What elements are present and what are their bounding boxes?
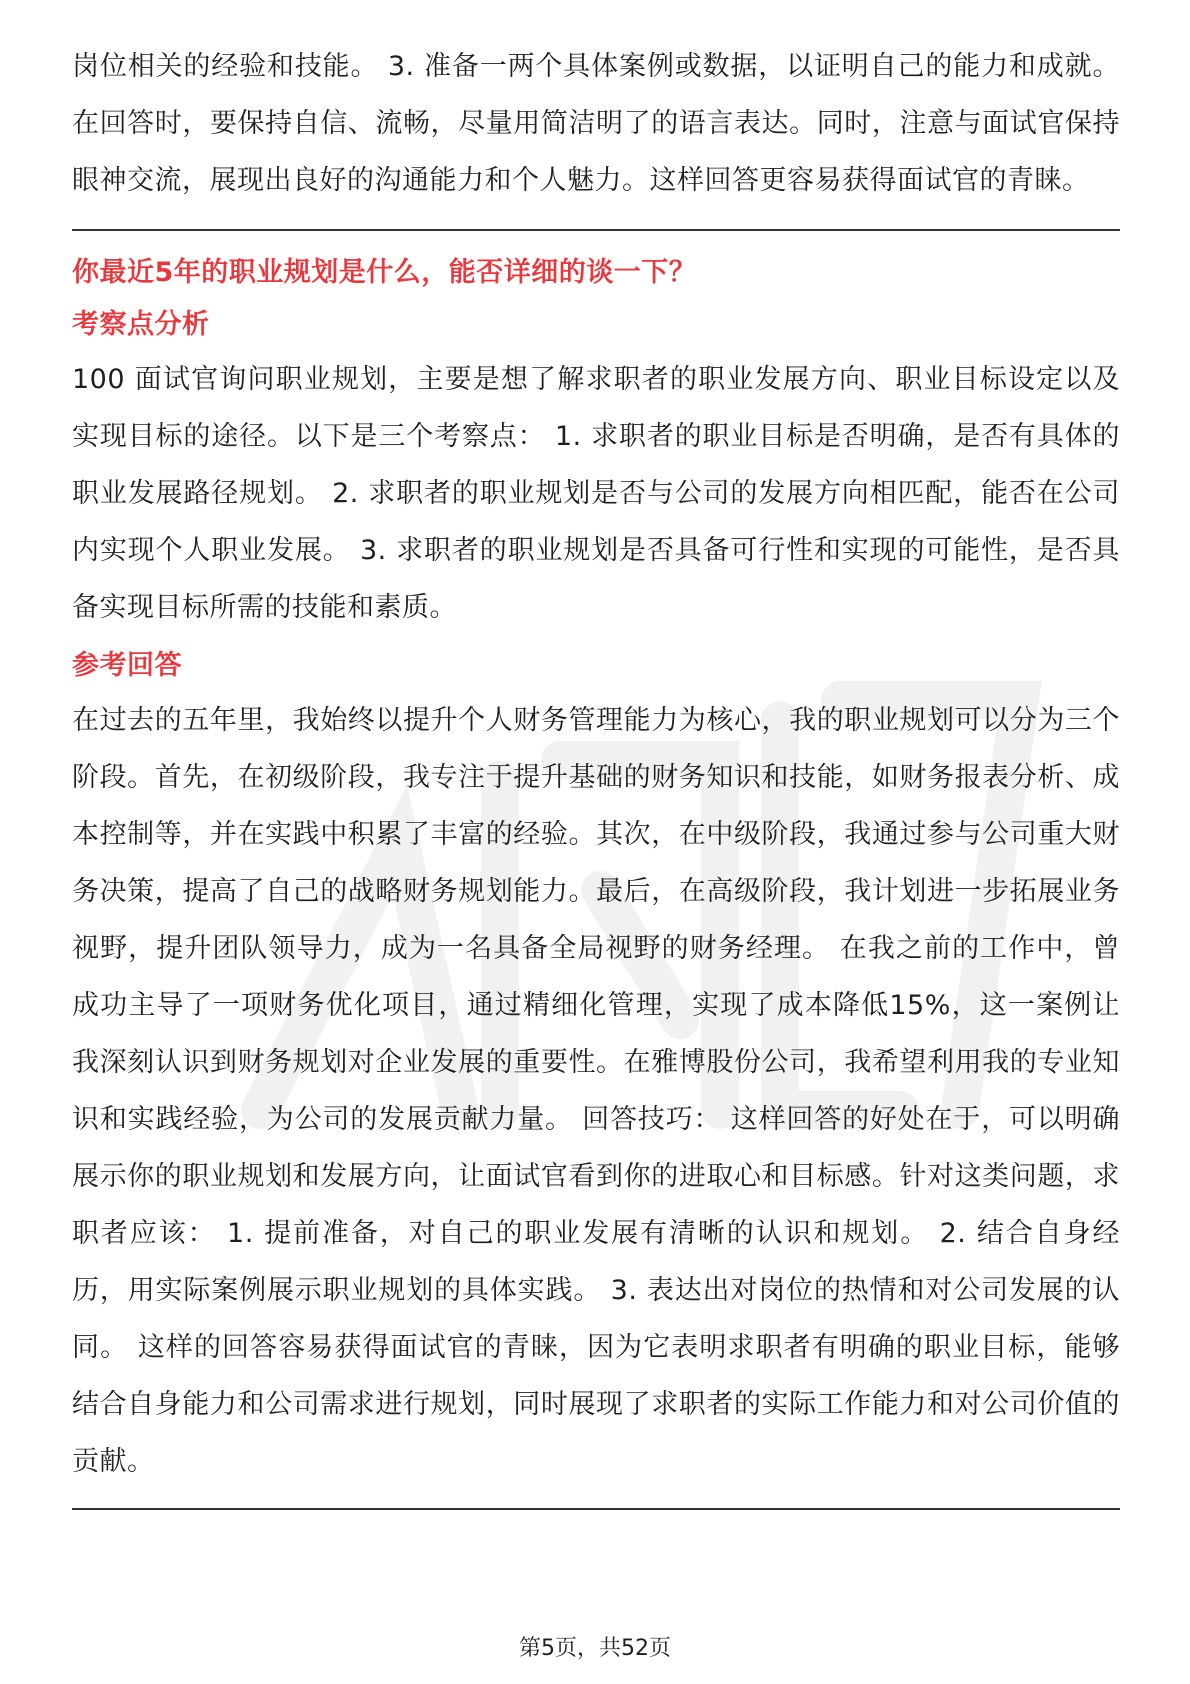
reference-title: 参考回答 [72,650,182,681]
analysis-body: 100 面试官询问职业规划，主要是想了解求职者的职业发展方向、职业目标设定以及实现目标的途径。以下是三个考察点： 1. 求职者的职业目标是否明确，是否有具体的职业发展路径规划。 2. 求职者的职业规划是否与公司的发展方向相匹配，能否在公司内实现个人职业发展。 3. 求职者的职业规划是否具备可行性和实现的可能性，是否具备实现目标所需的技能和素质。 [72,364,1120,623]
reference-body: 在过去的五年里，我始终以提升个人财务管理能力为核心，我的职业规划可以分为三个阶段。首先，在初级阶段，我专注于提升基础的财务知识和技能，如财务报表分析、成本控制等，并在实践中积累了丰富的经验。其次，在中级阶段，我通过参与公司重大财务决策，提高了自己的战略财务规划能力。最后，在高级阶段，我计划进一步拓展业务视野，提升团队领导力，成为一名具备全局视野的财务经理。 在我之前的工作中，曾成功主导了一项财务优化项目，通过精细化管理，实现了成本降低15%，这一案例让我深刻认识到财务规划对企业发展的重要性。在雅博股份公司，我希望利用我的专业知识和实践经验，为公司的发展贡献力量。 回答技巧： 这样回答的好处在于，可以明确展示你的职业规划和发展方向，让面试官看到你的进取心和目标感。针对这类问题，求职者应该： 1. 提前准备，对自己的职业发展有清晰的认识和规划。 2. 结合自身经历，用实际案例展示职业规划的具体实践。 3. 表达出对岗位的热情和对公司发展的认同。 这样的回答容易获得面试官的青睐，因为它表明求职者有明确的职业目标，能够结合自身能力和公司需求进行规划，同时展现了求职者的实际工作能力和对公司价值的贡献。 [72,705,1120,1477]
question-heading: 你最近5年的职业规划是什么，能否详细的谈一下？ [72,257,697,288]
intro-paragraph: 岗位相关的经验和技能。 3. 准备一两个具体案例或数据，以证明自己的能力和成就。 在回答时，要保持自信、流畅，尽量用简洁明了的语言表达。同时，注意与面试官保持眼神交流，展现出良好的沟通能力和个人魅力。这样回答更容易获得面试官的青睐。 [72,51,1120,196]
analysis-title: 考察点分析 [72,309,210,340]
bottom-divider [72,1508,1120,1510]
document-page [72,38,1120,1510]
page-number: 第5页，共52页 [519,1636,671,1661]
